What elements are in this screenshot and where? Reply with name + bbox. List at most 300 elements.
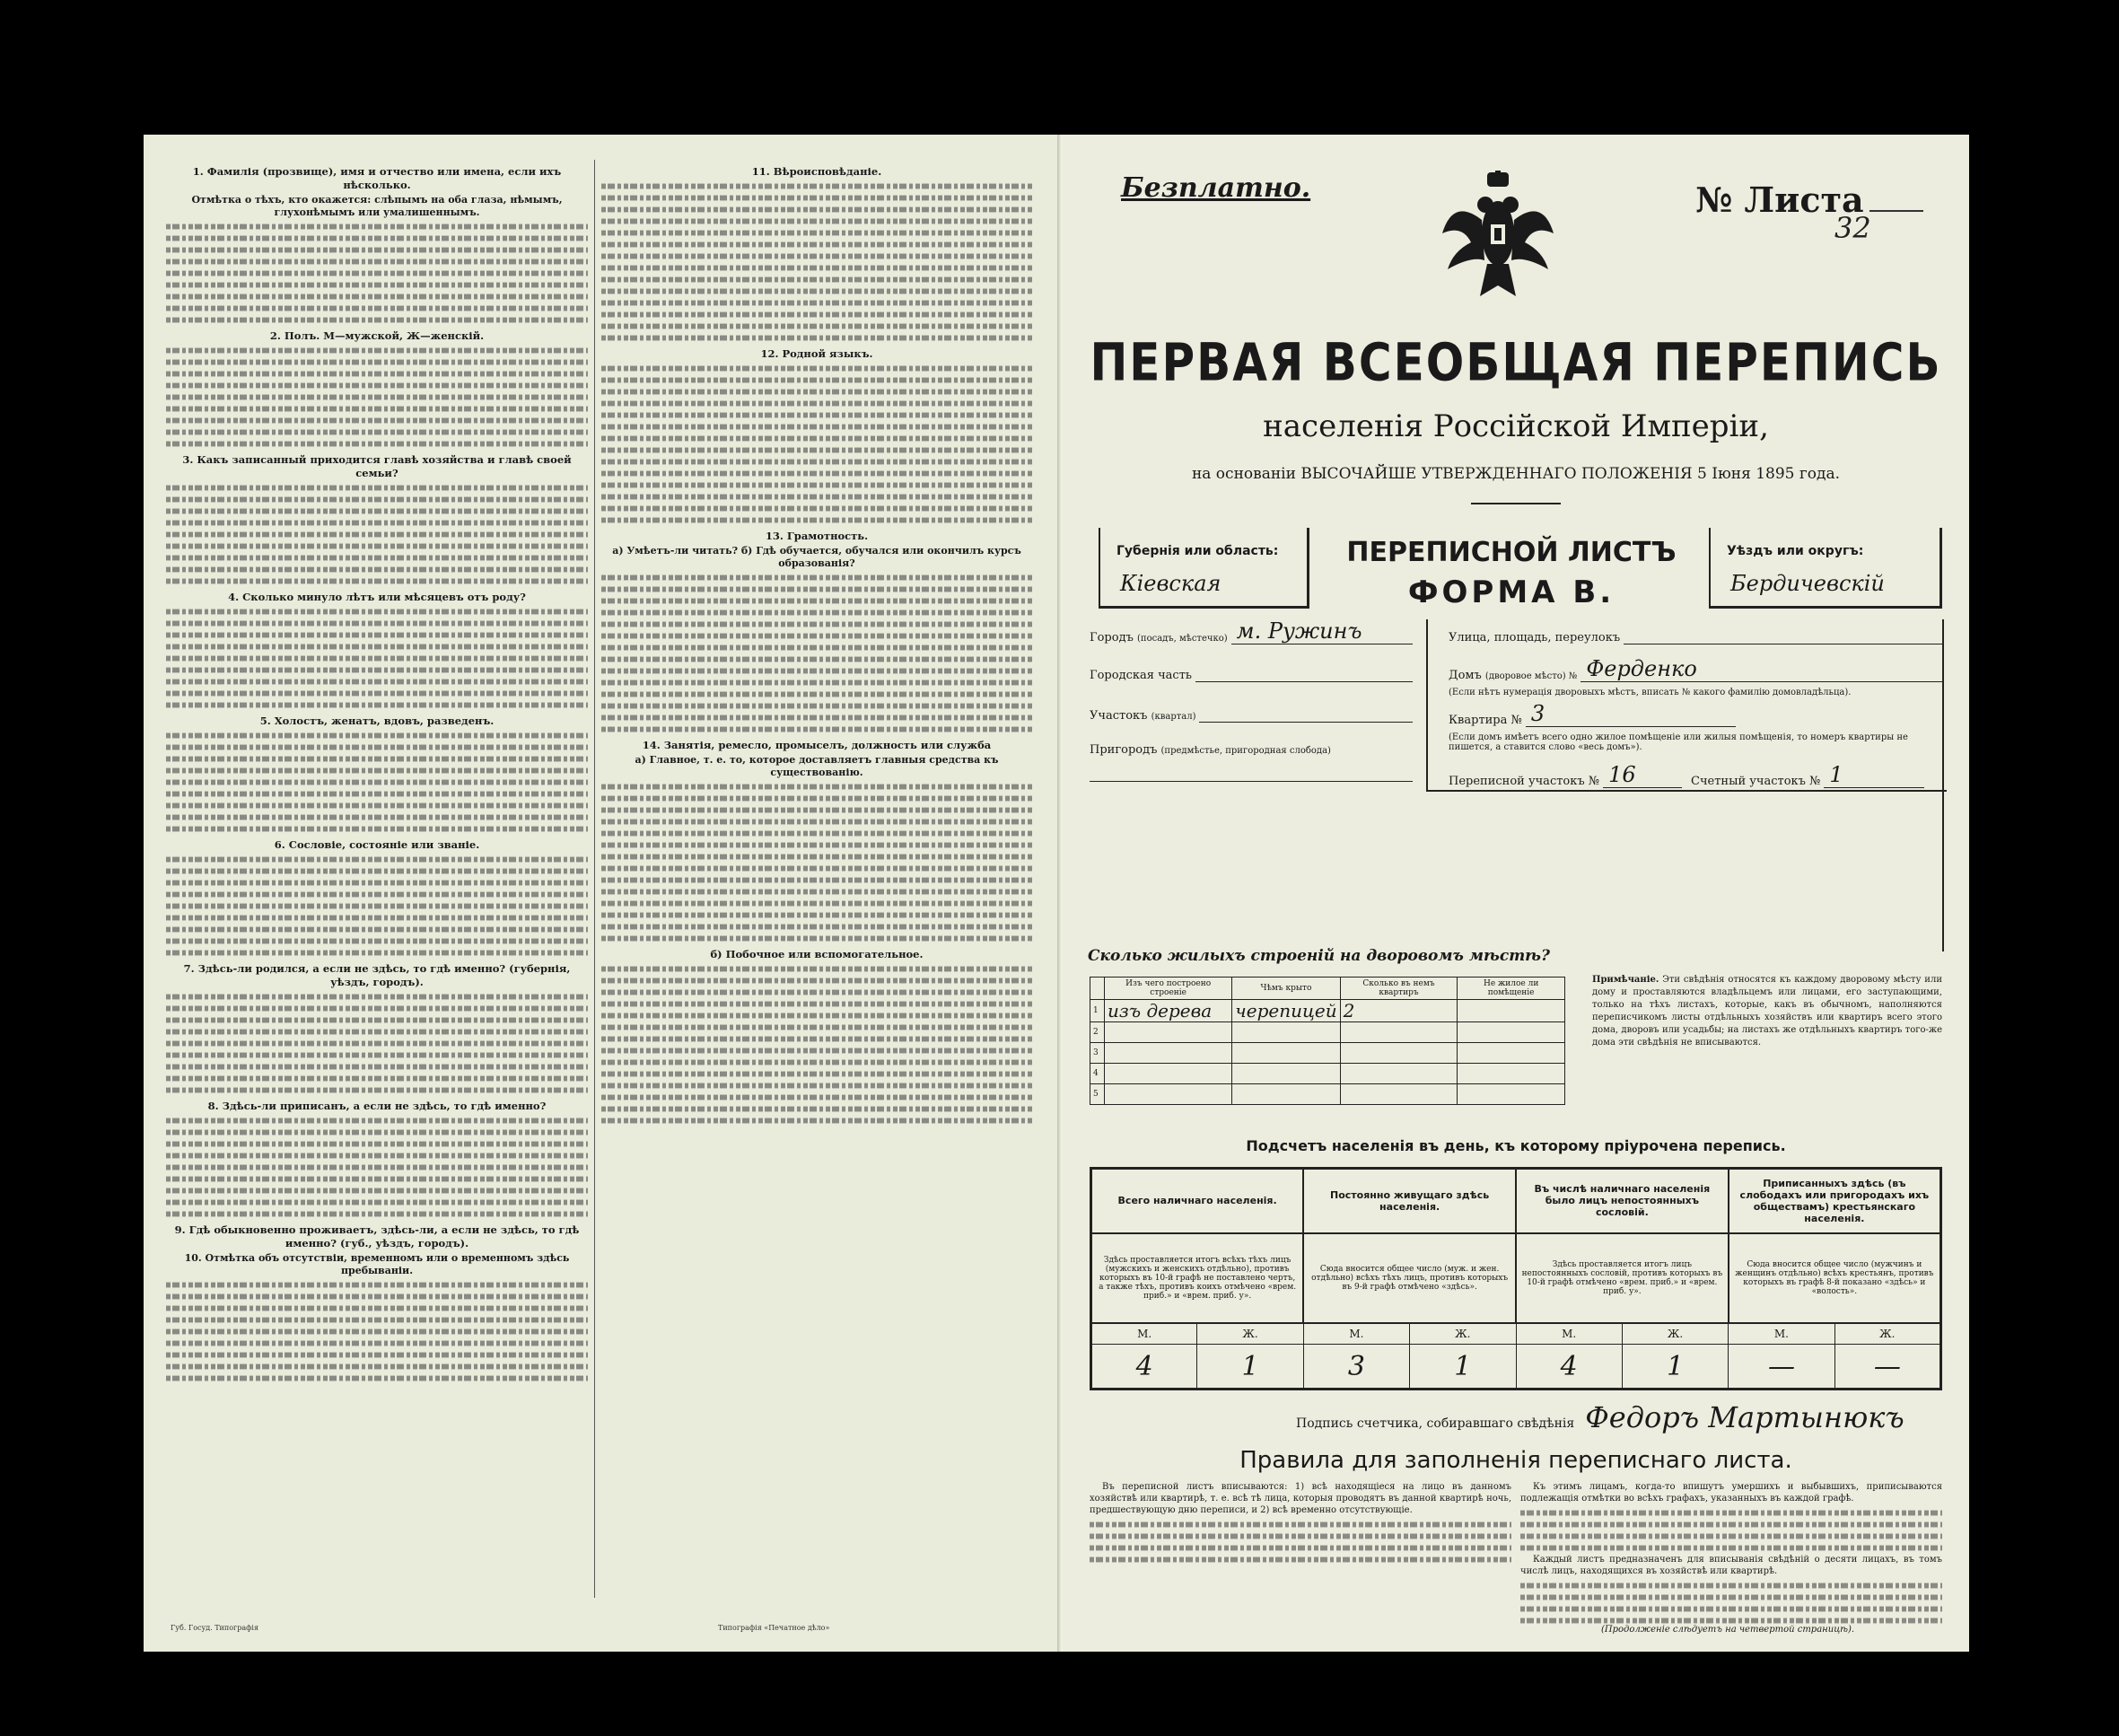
illegible-text-line — [601, 1002, 1032, 1007]
address-divider — [1426, 619, 1428, 790]
illegible-text-line — [166, 1353, 588, 1358]
illegible-text-line — [166, 497, 588, 503]
illegible-text-line — [166, 1053, 588, 1058]
printer-note-right: Типографія «Печатное дѣло» — [718, 1624, 830, 1632]
count-value-cell[interactable]: — — [1834, 1345, 1940, 1390]
buildings-cell[interactable] — [1232, 1084, 1340, 1105]
count-header-row — [1091, 1169, 1941, 1233]
instructions-column-left — [166, 162, 588, 1598]
illegible-text-line — [1520, 1607, 1942, 1612]
illegible-text-line — [166, 442, 588, 447]
illegible-text-line — [166, 1341, 588, 1346]
row-number: 3 — [1090, 1043, 1105, 1064]
illegible-text-line — [601, 785, 1032, 790]
city-part-line[interactable] — [1195, 664, 1413, 682]
form-title: ФОРМА В. — [1407, 574, 1616, 610]
count-value-cell[interactable]: 1 — [1410, 1345, 1516, 1390]
illegible-text-line — [601, 808, 1032, 813]
rules-paragraph: Въ переписной листъ вписываются: 1) всѣ находящіеся на лицо въ данномъ хозяйствѣ или квартирѣ, т. е. всѣ тѣ лица, которыя проводятъ въ данной квартирѣ ночь, предшествующую дню переписи, и 2) всѣ временно отсутствующіе. — [1090, 1482, 1511, 1515]
illegible-text-line — [166, 1376, 588, 1381]
buildings-cell[interactable] — [1105, 1043, 1232, 1064]
illegible-text-line — [166, 521, 588, 526]
sex-label-cell: М. — [1303, 1323, 1409, 1345]
buildings-cell[interactable] — [1105, 1084, 1232, 1105]
house-field — [1449, 656, 1942, 682]
apartment-value: 3 — [1530, 701, 1545, 726]
buildings-cell[interactable] — [1458, 1022, 1565, 1043]
illegible-text-line — [166, 1130, 588, 1135]
uezd-value[interactable]: Бердичевскій — [1730, 571, 1885, 596]
illegible-text-line — [166, 383, 588, 389]
sheet-number-box — [1869, 190, 1923, 212]
count-value-cell[interactable]: 4 — [1516, 1345, 1622, 1390]
illegible-text-line — [1520, 1618, 1942, 1624]
count-header-cell: Въ числѣ наличнаго населенія было лицъ непостоянныхъ сословій. — [1516, 1169, 1729, 1233]
sex-label-cell: Ж. — [1834, 1323, 1940, 1345]
illegible-text-line — [1090, 1546, 1511, 1551]
uezd-label: Уѣздъ или округъ: — [1727, 544, 1864, 558]
illegible-text-line — [166, 703, 588, 708]
street-field — [1449, 627, 1942, 644]
city-line[interactable] — [1231, 618, 1413, 644]
buildings-cell[interactable] — [1458, 1064, 1565, 1084]
buildings-cell[interactable]: черепицей — [1232, 1000, 1340, 1022]
illegible-text-line — [601, 401, 1032, 407]
illegible-text-line — [166, 1030, 588, 1035]
illegible-text-line — [601, 1107, 1032, 1112]
illegible-text-line — [166, 407, 588, 412]
note-title: Примѣчаніе. — [1592, 975, 1659, 985]
instruction-heading: 2. Полъ. М—мужской, Ж—женскій. — [269, 329, 485, 342]
buildings-cell[interactable]: изъ дерева — [1105, 1000, 1232, 1022]
illegible-text-line — [1520, 1511, 1942, 1516]
illegible-text-line — [601, 866, 1032, 872]
buildings-row — [1090, 1084, 1565, 1105]
illegible-text-line — [601, 425, 1032, 430]
illegible-text-line — [166, 768, 588, 774]
instruction-heading: 8. Здѣсь-ли приписанъ, а если не здѣсь, то гдѣ именно? — [207, 1100, 547, 1112]
buildings-cell[interactable] — [1232, 1043, 1340, 1064]
illegible-text-line — [601, 436, 1032, 442]
illegible-text-line — [166, 1294, 588, 1300]
census-district-label: Переписной участокъ № — [1449, 775, 1600, 788]
illegible-text-line — [166, 939, 588, 944]
instruction-subheading: 10. Отмѣтка объ отсутствіи, временномъ или о временномъ здѣсь пребываніи. — [184, 1252, 570, 1276]
buildings-cell[interactable] — [1340, 1043, 1458, 1064]
illegible-text-line — [166, 418, 588, 424]
illegible-text-line — [601, 378, 1032, 383]
illegible-text-line — [601, 967, 1032, 972]
population-count-table — [1090, 1167, 1942, 1390]
signature-value[interactable]: Федоръ Мартынюкъ — [1585, 1400, 1904, 1434]
illegible-text-line — [166, 509, 588, 514]
note-block — [1592, 974, 1942, 1049]
instruction-heading: 3. Какъ записанный приходится главѣ хозяйства и главѣ своей семьи? — [182, 453, 572, 479]
illegible-text-line — [166, 1076, 588, 1082]
illegible-text-line — [166, 294, 588, 300]
illegible-text-line — [601, 610, 1032, 616]
illegible-text-line — [166, 283, 588, 288]
illegible-text-line — [601, 645, 1032, 651]
illegible-text-line — [601, 301, 1032, 306]
illegible-text-line — [601, 471, 1032, 477]
instruction-heading: 5. Холостъ, женатъ, вдовъ, разведенъ. — [259, 715, 495, 727]
illegible-text-line — [166, 1153, 588, 1159]
illegible-text-line — [166, 1364, 588, 1370]
instruction-subheading: Отмѣтка о тѣхъ, кто окажется: слѣпымъ на оба глаза, нѣмымъ, глухонѣмымъ или умалишеннымъ. — [191, 194, 563, 218]
illegible-text-line — [166, 1283, 588, 1288]
illegible-text-line — [166, 857, 588, 863]
illegible-text-line — [601, 843, 1032, 848]
city-part-label: Городская часть — [1090, 669, 1192, 682]
illegible-text-line — [166, 679, 588, 685]
house-note: (Если нѣтъ нумерація дворовыхъ мѣстъ, вписать № какого фамилію домовладѣльца). — [1449, 688, 1852, 697]
illegible-text-line — [166, 544, 588, 549]
illegible-text-line — [166, 733, 588, 739]
illegible-text-line — [601, 336, 1032, 341]
buildings-cell[interactable] — [1340, 1084, 1458, 1105]
illegible-text-line — [166, 745, 588, 750]
column-divider — [594, 160, 595, 1598]
illegible-text-line — [601, 657, 1032, 662]
sex-label-cell: М. — [1516, 1323, 1622, 1345]
illegible-text-line — [601, 266, 1032, 271]
sub-title: населенія Россійской Имперіи, — [1263, 408, 1769, 444]
illegible-text-line — [166, 892, 588, 898]
sex-label-cell: М. — [1091, 1323, 1197, 1345]
illegible-text-line — [601, 587, 1032, 592]
illegible-text-line — [166, 1142, 588, 1147]
sheet-number-label: № Листа — [1695, 180, 1864, 220]
legal-basis-line: на основаніи ВЫСОЧАЙШЕ УТВЕРЖДЕННАГО ПОЛОЖЕНІЯ 5 Іюня 1895 года. — [1191, 465, 1841, 483]
suburb-label: Пригородъ — [1090, 743, 1158, 757]
illegible-text-line — [601, 448, 1032, 453]
count-desc-row — [1091, 1233, 1941, 1323]
illegible-text-line — [166, 995, 588, 1000]
buildings-header-cell: Изъ чего построено строеніе — [1105, 978, 1232, 1000]
district-label: Участокъ — [1090, 709, 1148, 723]
illegible-text-line — [601, 242, 1032, 248]
illegible-text-line — [601, 796, 1032, 802]
illegible-text-line — [601, 831, 1032, 837]
guberniya-value[interactable]: Кіевская — [1120, 571, 1221, 596]
illegible-text-line — [166, 395, 588, 400]
buildings-question: Сколько жилыхъ строеній на дворовомъ мѣстѣ? — [1088, 947, 1550, 965]
illegible-text-line — [601, 727, 1032, 732]
illegible-text-line — [601, 1048, 1032, 1054]
city-label-small: (посадъ, мѣстечко) — [1137, 634, 1228, 644]
instruction-heading: 6. Сословіе, состояніе или званіе. — [274, 838, 480, 851]
illegible-text-line — [166, 621, 588, 627]
illegible-text-line — [601, 575, 1032, 581]
buildings-cell[interactable] — [1232, 1064, 1340, 1084]
illegible-text-line — [601, 855, 1032, 860]
instruction-heading: 7. Здѣсь-ли родился, а если не здѣсь, то гдѣ именно? (губернія, уѣздъ, городъ). — [183, 962, 571, 988]
illegible-text-line — [166, 318, 588, 323]
illegible-text-line — [166, 792, 588, 797]
illegible-text-line — [601, 925, 1032, 930]
instruction-subheading: а) Умѣетъ-ли читать? б) Гдѣ обучается, обучался или окончилъ курсъ образованія? — [612, 545, 1021, 569]
illegible-text-line — [1520, 1534, 1942, 1539]
district-field — [1090, 705, 1413, 723]
buildings-table — [1090, 977, 1565, 1105]
illegible-text-line — [601, 518, 1032, 523]
counter-district-line[interactable] — [1824, 762, 1924, 788]
signature-label: Подпись счетчика, собиравшаго свѣдѣнія — [1296, 1416, 1575, 1431]
printer-note-left: Губ. Госуд. Типографія — [171, 1624, 258, 1632]
sex-label-cell: Ж. — [1197, 1323, 1303, 1345]
illegible-text-line — [601, 1037, 1032, 1042]
population-count-title: Подсчетъ населенія въ день, къ которому пріурочена перепись. — [1246, 1137, 1786, 1154]
illegible-text-line — [601, 978, 1032, 984]
illegible-text-line — [601, 413, 1032, 418]
illegible-text-line — [601, 715, 1032, 721]
illegible-text-line — [601, 1013, 1032, 1019]
illegible-text-line — [601, 312, 1032, 318]
address-rule — [1426, 790, 1947, 792]
illegible-text-line — [601, 990, 1032, 995]
city-part-field — [1090, 664, 1413, 682]
title-rule — [1471, 503, 1561, 504]
illegible-text-line — [601, 692, 1032, 697]
buildings-cell[interactable] — [1232, 1022, 1340, 1043]
free-label: Безплатно. — [1121, 172, 1311, 204]
guberniya-box — [1099, 528, 1309, 609]
illegible-text-line — [166, 579, 588, 584]
instruction-subheading: а) Главное, т. е. то, которое доставляетъ главныя средства къ существованію. — [635, 754, 999, 778]
illegible-text-line — [166, 1306, 588, 1311]
illegible-text-line — [601, 599, 1032, 604]
counter-district-label: Счетный участокъ № — [1691, 775, 1821, 788]
illegible-text-line — [166, 1212, 588, 1217]
illegible-text-line — [1090, 1522, 1511, 1528]
illegible-text-line — [166, 1318, 588, 1323]
buildings-row — [1090, 1064, 1565, 1084]
uezd-box — [1709, 528, 1942, 609]
illegible-text-line — [166, 1018, 588, 1023]
illegible-text-line — [166, 1200, 588, 1206]
illegible-text-line — [166, 556, 588, 561]
instruction-heading: 14. Занятія, ремесло, промыселъ, должность или служба — [642, 739, 992, 751]
buildings-row — [1090, 1000, 1565, 1022]
census-sheet-title: ПЕРЕПИСНОЙ ЛИСТЪ — [1346, 537, 1677, 568]
illegible-text-line — [166, 306, 588, 311]
row-number: 1 — [1090, 1000, 1105, 1022]
illegible-text-line — [166, 236, 588, 241]
count-value-cell[interactable]: 3 — [1303, 1345, 1409, 1390]
buildings-row — [1090, 1043, 1565, 1064]
illegible-text-line — [166, 1118, 588, 1124]
illegible-text-line — [166, 633, 588, 638]
illegible-text-line — [601, 196, 1032, 201]
illegible-text-line — [166, 904, 588, 909]
illegible-text-line — [166, 951, 588, 956]
rules-paragraph: Къ этимъ лицамъ, когда-то впишутъ умершихъ и выбывшихъ, приписываются подлежащія отмѣтки во всѣхъ графахъ, указанныхъ въ каждой графѣ. — [1520, 1482, 1942, 1504]
rules-title: Правила для заполненія переписнаго листа. — [1239, 1447, 1792, 1474]
illegible-text-line — [601, 913, 1032, 918]
house-line[interactable] — [1580, 656, 1942, 682]
illegible-text-line — [166, 1188, 588, 1194]
illegible-text-line — [601, 1083, 1032, 1089]
count-value-cell[interactable]: — — [1729, 1345, 1834, 1390]
illegible-text-line — [601, 901, 1032, 907]
counter-district-field — [1691, 762, 1924, 788]
street-line[interactable] — [1624, 627, 1942, 644]
count-sex-row — [1091, 1323, 1941, 1345]
illegible-text-line — [601, 219, 1032, 224]
street-label: Улица, площадь, переулокъ — [1449, 631, 1621, 644]
illegible-text-line — [601, 254, 1032, 259]
illegible-text-line — [601, 1060, 1032, 1065]
illegible-text-line — [601, 1072, 1032, 1077]
suburb-line[interactable] — [1090, 781, 1413, 782]
buildings-header-cell: Не жилое ли помѣщеніе — [1458, 978, 1565, 1000]
counter-signature — [1296, 1400, 1904, 1434]
illegible-text-line — [166, 430, 588, 435]
illegible-text-line — [166, 815, 588, 820]
illegible-text-line — [601, 207, 1032, 213]
district-line[interactable] — [1199, 705, 1413, 723]
illegible-text-line — [166, 567, 588, 573]
illegible-text-line — [166, 869, 588, 874]
count-value-cell[interactable]: 1 — [1197, 1345, 1303, 1390]
illegible-text-line — [601, 622, 1032, 627]
buildings-cell[interactable]: 2 — [1340, 1000, 1458, 1022]
imperial-eagle-emblem — [1435, 171, 1561, 314]
count-header-cell: Постоянно живущаго здѣсь населенія. — [1303, 1169, 1516, 1233]
buildings-cell[interactable] — [1458, 1043, 1565, 1064]
count-header-cell: Всего наличнаго населенія. — [1091, 1169, 1304, 1233]
instruction-heading: б) Побочное или вспомогательное. — [710, 948, 924, 960]
census-form-page — [1063, 135, 1969, 1652]
rules-continuation-note: (Продолженіе слѣдуетъ на четвертой страницѣ). — [1601, 1625, 1855, 1635]
census-district-line[interactable] — [1603, 762, 1682, 788]
instruction-heading: 1. Фамилія (прозвище), имя и отчество или имена, если ихъ нѣсколько. — [192, 165, 562, 191]
house-value: Ферденко — [1586, 656, 1697, 681]
illegible-text-line — [166, 1065, 588, 1070]
illegible-text-line — [166, 360, 588, 365]
instruction-heading: 4. Сколько минуло лѣтъ или мѣсяцевъ отъ роду? — [228, 591, 526, 603]
illegible-text-line — [1520, 1583, 1942, 1589]
illegible-text-line — [166, 916, 588, 921]
count-value-cell[interactable]: 4 — [1091, 1345, 1197, 1390]
illegible-text-line — [166, 271, 588, 276]
illegible-text-line — [166, 1006, 588, 1012]
illegible-text-line — [166, 1088, 588, 1093]
apartment-note: (Если домъ имѣетъ всего одно жилое помѣщеніе или жилыя помѣщенія, то номеръ квартиры не пишется, а ставится слово «весь домъ»). — [1449, 732, 1908, 752]
instructions-column-right — [601, 162, 1032, 1598]
illegible-text-line — [1520, 1595, 1942, 1600]
illegible-text-line — [166, 372, 588, 377]
illegible-text-line — [601, 820, 1032, 825]
illegible-text-line — [601, 289, 1032, 294]
illegible-text-line — [166, 780, 588, 785]
illegible-text-line — [601, 231, 1032, 236]
count-value-row — [1091, 1345, 1941, 1390]
illegible-text-line — [166, 248, 588, 253]
illegible-text-line — [166, 1041, 588, 1047]
buildings-header-cell: Чѣмъ крыто — [1232, 978, 1340, 1000]
census-district-field — [1449, 762, 1682, 788]
illegible-text-line — [166, 1177, 588, 1182]
buildings-cell[interactable] — [1458, 1000, 1565, 1022]
apartment-field — [1449, 701, 1736, 727]
sheet-number-handwritten: 32 — [1834, 211, 1871, 245]
sex-label-cell: М. — [1729, 1323, 1834, 1345]
city-field — [1090, 618, 1413, 644]
house-label: Домъ — [1449, 669, 1482, 682]
illegible-text-line — [166, 609, 588, 615]
suburb-label-small: (предмѣстье, пригородная слобода) — [1160, 746, 1331, 756]
illegible-text-line — [601, 277, 1032, 283]
count-header-cell: Приписанныхъ здѣсь (въ слободахъ или пригородахъ ихъ обществамъ) крестьянскаго населенія. — [1729, 1169, 1941, 1233]
guberniya-label: Губернія или область: — [1116, 544, 1279, 558]
instruction-heading: 11. Вѣроисповѣданіе. — [751, 165, 882, 178]
illegible-text-line — [601, 366, 1032, 372]
illegible-text-line — [166, 486, 588, 491]
city-value: м. Ружинъ — [1236, 618, 1362, 644]
buildings-header-cell: Сколько въ немъ квартиръ — [1340, 978, 1458, 1000]
illegible-text-line — [601, 669, 1032, 674]
row-number: 2 — [1090, 1022, 1105, 1043]
illegible-text-line — [166, 532, 588, 538]
sex-label-cell: Ж. — [1410, 1323, 1516, 1345]
illegible-text-line — [166, 1329, 588, 1335]
buildings-cell[interactable] — [1340, 1022, 1458, 1043]
illegible-text-line — [1090, 1557, 1511, 1563]
row-number: 4 — [1090, 1064, 1105, 1084]
illegible-text-line — [601, 184, 1032, 189]
apartment-line[interactable] — [1526, 701, 1736, 727]
illegible-text-line — [166, 1165, 588, 1170]
illegible-text-line — [1090, 1534, 1511, 1539]
suburb-field — [1090, 743, 1413, 757]
illegible-text-line — [601, 506, 1032, 512]
rules-column-left — [1090, 1481, 1511, 1565]
illegible-text-line — [166, 259, 588, 265]
illegible-text-line — [1520, 1522, 1942, 1528]
rules-paragraph: Каждый листъ предназначенъ для вписыванія свѣдѣній о десяти лицахъ, въ томъ числѣ лицъ, находящихся въ хозяйствѣ или квартирѣ. — [1520, 1555, 1942, 1576]
buildings-header-row — [1090, 978, 1565, 1000]
district-label-small: (квартал) — [1151, 712, 1196, 722]
city-label: Городъ — [1090, 631, 1134, 644]
count-value-cell[interactable]: 1 — [1622, 1345, 1728, 1390]
illegible-text-line — [166, 656, 588, 662]
buildings-body — [1090, 1000, 1565, 1105]
instruction-heading: 9. Гдѣ обыкновенно проживаетъ, здѣсь-ли, а если не здѣсь, то гдѣ именно? (губ., уѣздъ, городъ). — [174, 1223, 580, 1249]
illegible-text-line — [601, 634, 1032, 639]
illegible-text-line — [166, 927, 588, 933]
instruction-heading: 12. Родной языкъ. — [760, 347, 873, 360]
buildings-cell[interactable] — [1340, 1064, 1458, 1084]
illegible-text-line — [166, 668, 588, 673]
illegible-text-line — [166, 803, 588, 809]
house-label-small: (дворовое мѣсто) № — [1484, 671, 1578, 681]
sheet-number — [1695, 180, 1923, 220]
sex-label-cell: Ж. — [1622, 1323, 1728, 1345]
illegible-text-line — [601, 878, 1032, 883]
buildings-cell[interactable] — [1105, 1064, 1232, 1084]
buildings-cell[interactable] — [1458, 1084, 1565, 1105]
illegible-text-line — [601, 1025, 1032, 1030]
illegible-text-line — [166, 757, 588, 762]
illegible-text-line — [601, 495, 1032, 500]
buildings-index-header — [1090, 978, 1105, 1000]
count-desc-cell: Сюда вносится общее число (муж. и жен. отдѣльно) всѣхъ тѣхъ лицъ, противъ которыхъ въ 9-й графѣ отмѣчено «здѣсь». — [1303, 1233, 1516, 1323]
buildings-cell[interactable] — [1105, 1022, 1232, 1043]
illegible-text-line — [1520, 1546, 1942, 1551]
illegible-text-line — [601, 1118, 1032, 1124]
